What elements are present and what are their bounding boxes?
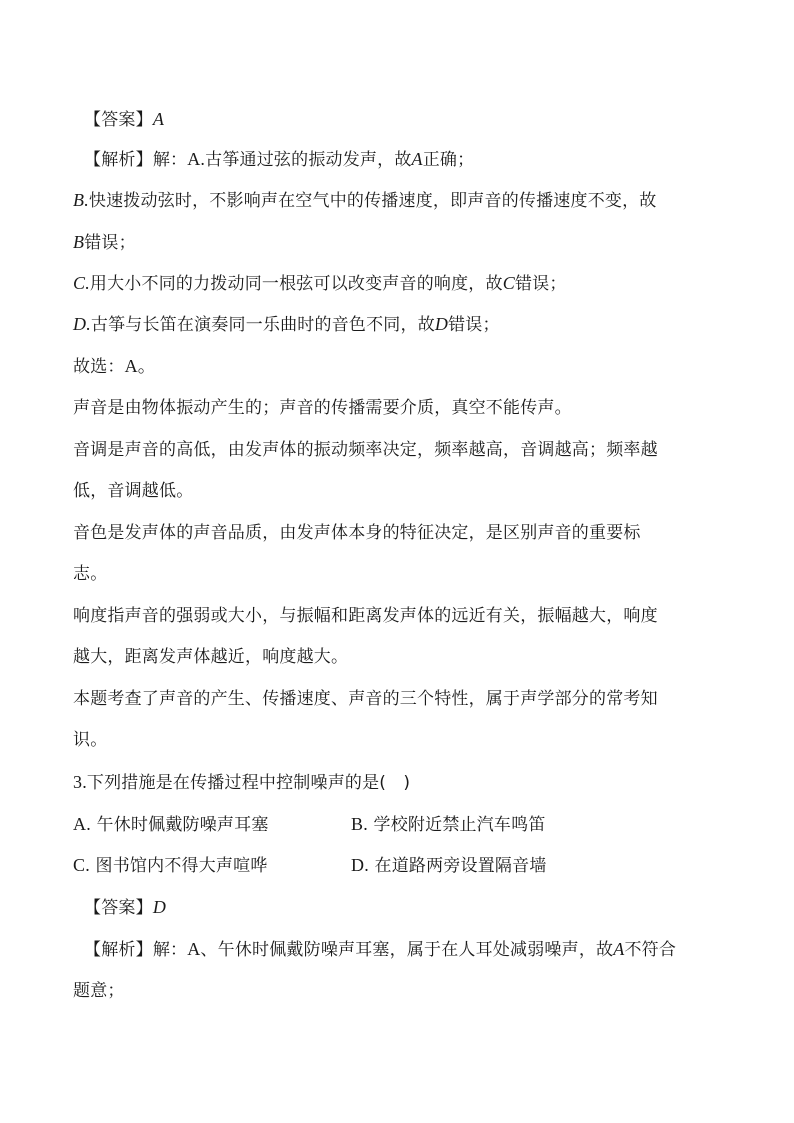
analysis-label: 【解析】 [84,150,153,170]
q3-option-c-text: 图书馆内不得大声喧哗 [95,856,268,876]
q3-options-row2 [73,854,713,877]
para-timbre-line2: 志。 [73,564,108,584]
q3-answer-line [84,896,166,919]
q3-analysis-line [84,938,676,961]
q3-options-row1 [73,813,713,836]
q2-answer-line [84,108,164,131]
q3-analysis-label: 【解析】 [84,940,153,960]
line-c-text: 用大小不同的力拨动同一根弦可以改变声音的响度，故 [89,274,503,294]
analysis-a-text: 古筝通过弦的振动发声，故 [205,150,412,170]
q3-option-c-letter: C. [73,855,90,875]
choose-value: A。 [124,356,157,376]
q2-choose-line [73,355,156,378]
analysis-option-a: A. [187,149,206,169]
answer-value: A [152,109,165,129]
para-pitch-line2: 低，音调越低。 [73,481,194,501]
q3-answer-label: 【答案】 [84,898,153,918]
analysis-a-ref: A [411,149,423,169]
q3-option-b-text: 学校附近禁止汽车鸣笛 [373,815,546,835]
line-b2-text: 错误； [84,233,136,253]
line-c-ref: C [502,273,515,293]
q3-option-a-text: 午休时佩戴防噪声耳塞 [96,815,269,835]
option-d-prefix: D. [73,314,91,334]
q3-answer-value: D [152,897,167,917]
q3-analysis-line2: 题意； [73,981,125,1001]
answer-label: 【答案】 [84,110,153,130]
q2-line-b1 [73,189,657,212]
q3-analysis-a-text: 、午休时佩戴防噪声耳塞，属于在人耳处减弱噪声，故 [200,940,614,960]
q2-line-d [73,313,500,336]
para-sound-production: 声音是由物体振动产生的；声音的传播需要介质，真空不能传声。 [73,398,572,418]
q3-analysis-a-ref: A [613,939,625,959]
q3-number: 3. [73,772,87,792]
para-loudness-line2: 越大，距离发声体越近，响度越大。 [73,647,349,667]
q2-line-b2 [73,231,136,254]
q3-analysis-prefix: 解： [152,940,188,960]
analysis-a-end: 正确； [422,150,475,170]
q2-line-c [73,272,567,295]
line-d-text: 古筝与长笛在演奏同一乐曲时的音色不同，故 [90,315,435,335]
option-c-prefix: C. [73,273,90,293]
q3-option-d-text: 在道路两旁设置隔音墙 [374,856,547,876]
q3-analysis-option-a: A [187,939,201,959]
para-summary-line2: 识。 [73,730,108,750]
para-summary-line1: 本题考查了声音的产生、传播速度、声音的三个特性，属于声学部分的常考知 [73,689,658,709]
para-loudness-line1: 响度指声音的强弱或大小，与振幅和距离发声体的远近有关，振幅越大，响度 [73,606,658,626]
q3-option-b [351,813,546,836]
q3-option-d [351,854,547,877]
analysis-prefix: 解： [152,150,188,170]
line-d-end: 错误； [448,315,500,335]
option-b-prefix: B. [73,190,89,210]
line-d-ref: D [434,314,449,334]
q2-analysis-line [84,148,474,171]
q3-option-d-letter: D. [351,855,369,875]
para-pitch-line1: 音调是声音的高低，由发声体的振动频率决定，频率越高，音调越高；频率越 [73,440,658,460]
q3-stem [73,771,410,794]
q3-option-a [73,815,269,835]
choose-text: 故选： [73,357,125,377]
line-c-end: 错误； [514,274,567,294]
q3-stem-text: 下列措施是在传播过程中控制噪声的是( ) [86,773,411,793]
q3-option-c [73,856,268,876]
para-timbre-line1: 音色是发声体的声音品质，由发声体本身的特征决定，是区别声音的重要标 [73,523,641,543]
q3-analysis-a-end: 不符合 [624,940,677,960]
q3-option-b-letter: B. [351,814,368,834]
q3-option-a-letter: A. [73,814,91,834]
line-b1-text: 快速拨动弦时，不影响声在空气中的传播速度，即声音的传播速度不变，故 [88,191,657,211]
line-b2-ref: B [73,232,85,252]
